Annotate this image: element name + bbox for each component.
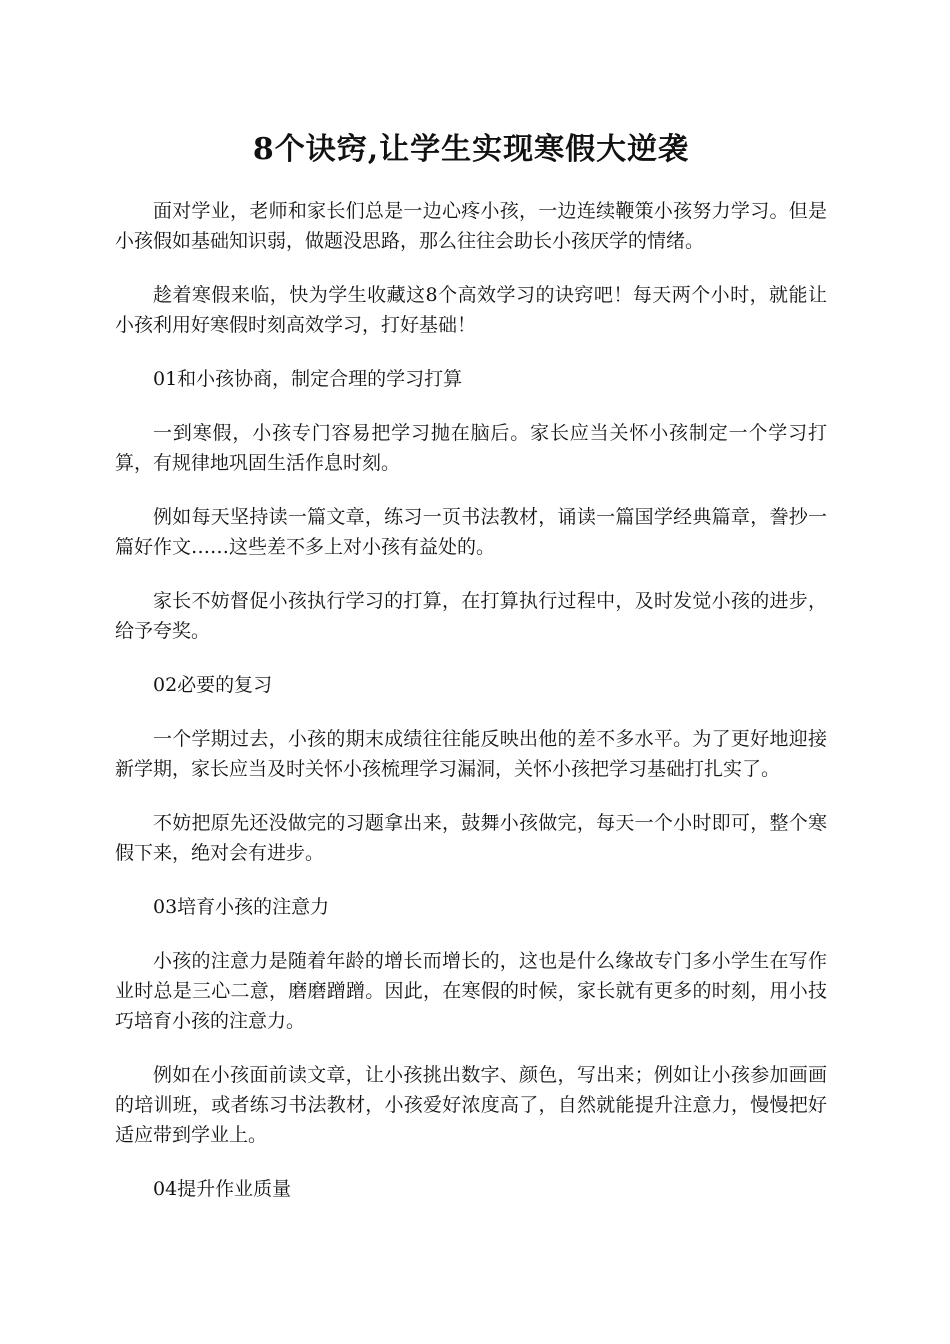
paragraph: 例如在小孩面前读文章，让小孩挑出数字、颜色，写出来；例如让小孩参加画画的培训班，或者练习书法教材，小孩爱好浓度高了，自然就能提升注意力，慢慢把好适应带到学业上。 [115, 1064, 827, 1146]
paragraph: 小孩的注意力是随着年龄的增长而增长的，这也是什么缘故专门多小学生在写作业时总是三心二意，磨磨蹭蹭。因此，在寒假的时候，家长就有更多的时刻，用小技巧培育小孩的注意力。 [115, 950, 827, 1032]
paragraph: 例如每天坚持读一篇文章，练习一页书法教材，诵读一篇国学经典篇章，誊抄一篇好作文……这些差不多上对小孩有益处的。 [115, 506, 827, 558]
section-heading: 04提升作业质量 [153, 1178, 292, 1200]
section-heading: 01和小孩协商，制定合理的学习打算 [153, 368, 463, 390]
section-heading: 02必要的复习 [153, 674, 273, 696]
document-page [115, 0, 827, 1228]
document-title: 8个诀窍,让学生实现寒假大逆袭 [252, 132, 690, 167]
paragraph: 面对学业，老师和家长们总是一边心疼小孩，一边连续鞭策小孩努力学习。但是小孩假如基础知识弱，做题没思路，那么往往会助长小孩厌学的情绪。 [115, 200, 827, 252]
paragraph: 不妨把原先还没做完的习题拿出来，鼓舞小孩做完，每天一个小时即可，整个寒假下来，绝对会有进步。 [115, 812, 827, 864]
paragraph: 家长不妨督促小孩执行学习的打算，在打算执行过程中，及时发觉小孩的进步，给予夸奖。 [115, 590, 827, 642]
paragraph: 趁着寒假来临，快为学生收藏这8个高效学习的诀窍吧！每天两个小时，就能让小孩利用好寒假时刻高效学习，打好基础！ [115, 284, 827, 336]
section-heading: 03培育小孩的注意力 [153, 896, 330, 918]
paragraph: 一个学期过去，小孩的期末成绩往往能反映出他的差不多水平。为了更好地迎接新学期，家长应当及时关怀小孩梳理学习漏洞，关怀小孩把学习基础打扎实了。 [115, 728, 827, 780]
document-body [115, 196, 827, 1204]
paragraph: 一到寒假，小孩专门容易把学习抛在脑后。家长应当关怀小孩制定一个学习打算，有规律地巩固生活作息时刻。 [115, 422, 827, 474]
